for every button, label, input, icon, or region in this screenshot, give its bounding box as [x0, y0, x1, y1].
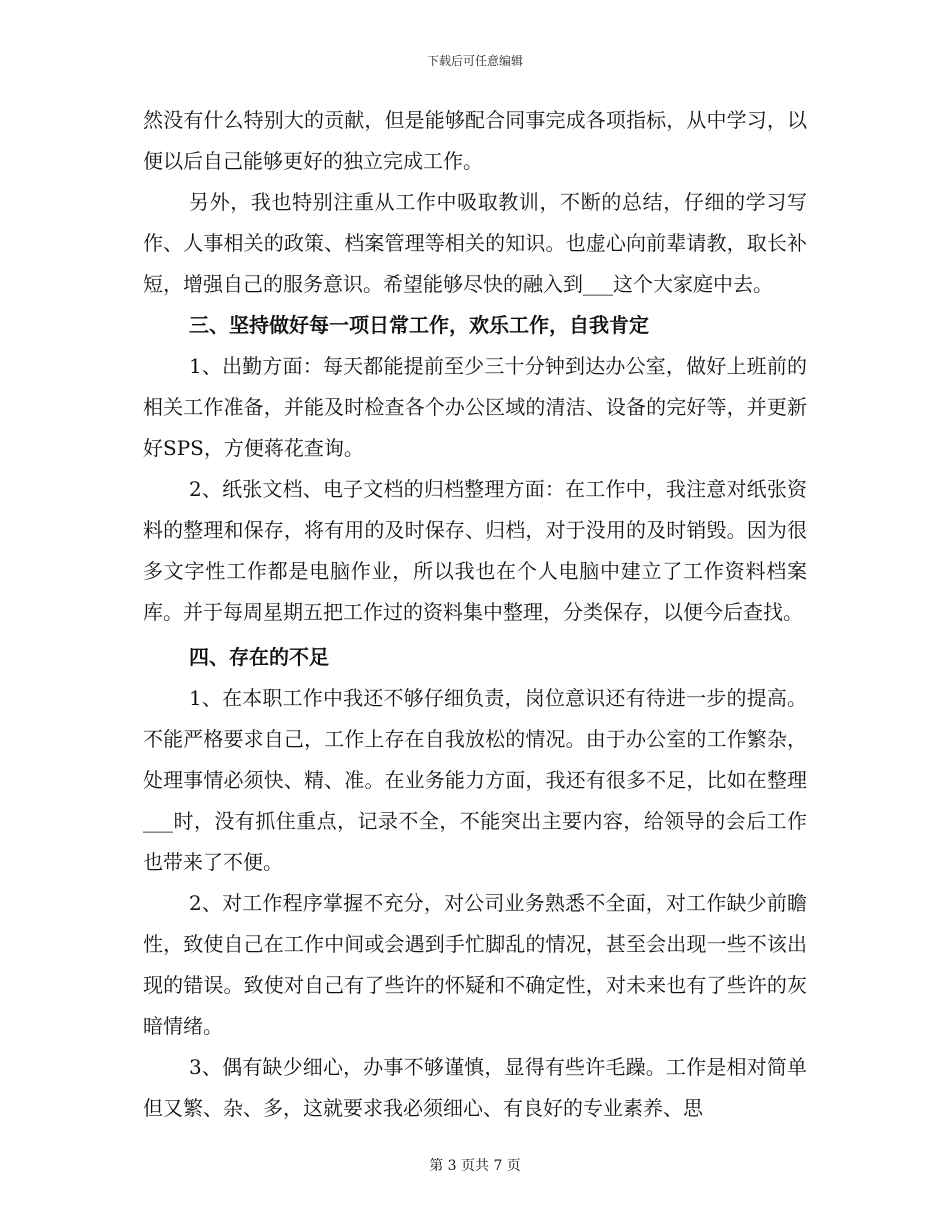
paragraph-shortcoming-2: 2、对工作程序掌握不充分，对公司业务熟悉不全面，对工作缺少前瞻性，致使自己在工作中间或会遇到手忙脚乱的情况，甚至会出现一些不该出现的错误。致使对自己有了些许的怀疑和不确定性，对未来也有了些许的灰暗情绪。 [143, 891, 807, 1038]
paragraph-attendance: 1、出勤方面：每天都能提前至少三十分钟到达办公室，做好上班前的相关工作准备，并能及时检查各个办公区域的清洁、设备的完好等，并更新好SPS，方便蒋花查询。 [143, 354, 807, 460]
paragraph-shortcoming-1: 1、在本职工作中我还不够仔细负责，岗位意识还有待进一步的提高。不能严格要求自己，工作上存在自我放松的情况。由于办公室的工作繁杂，处理事情必须快、精、准。在业务能力方面，我还有很多不足，比如在整理___时，没有抓住重点，记录不全，不能突出主要内容，给领导的会后工作也带来了不便。 [143, 686, 807, 874]
paragraph-shortcoming-3: 3、偶有缺少细心，办事不够谨慎，显得有些许毛躁。工作是相对简单但又繁、杂、多，这就要求我必须细心、有良好的专业素养、思 [143, 1055, 807, 1120]
paragraph-learning: 另外，我也特别注重从工作中吸取教训，不断的总结，仔细的学习写作、人事相关的政策、档案管理等相关的知识。也虚心向前辈请教，取长补短，增强自己的服务意识。希望能够尽快的融入到___这个大家庭中去。 [143, 190, 807, 296]
paragraph-archiving: 2、纸张文档、电子文档的归档整理方面：在工作中，我注意对纸张资料的整理和保存，将有用的及时保存、归档，对于没用的及时销毁。因为很多文字性工作都是电脑作业，所以我也在个人电脑中建立了工作资料档案库。并于每周星期五把工作过的资料集中整理，分类保存，以便今后查找。 [143, 477, 807, 624]
document-body [143, 100, 807, 1129]
page-footer: 第 3 页共 7 页 [429, 1158, 521, 1174]
paragraph-continuation: 然没有什么特别大的贡献，但是能够配合同事完成各项指标，从中学习，以便以后自己能够更好的独立完成工作。 [143, 108, 807, 173]
section-heading-4: 四、存在的不足 [189, 645, 329, 669]
page-header: 下载后可任意编辑 [426, 54, 523, 68]
section-heading-3: 三、坚持做好每一项日常工作，欢乐工作，自我肯定 [189, 313, 649, 337]
